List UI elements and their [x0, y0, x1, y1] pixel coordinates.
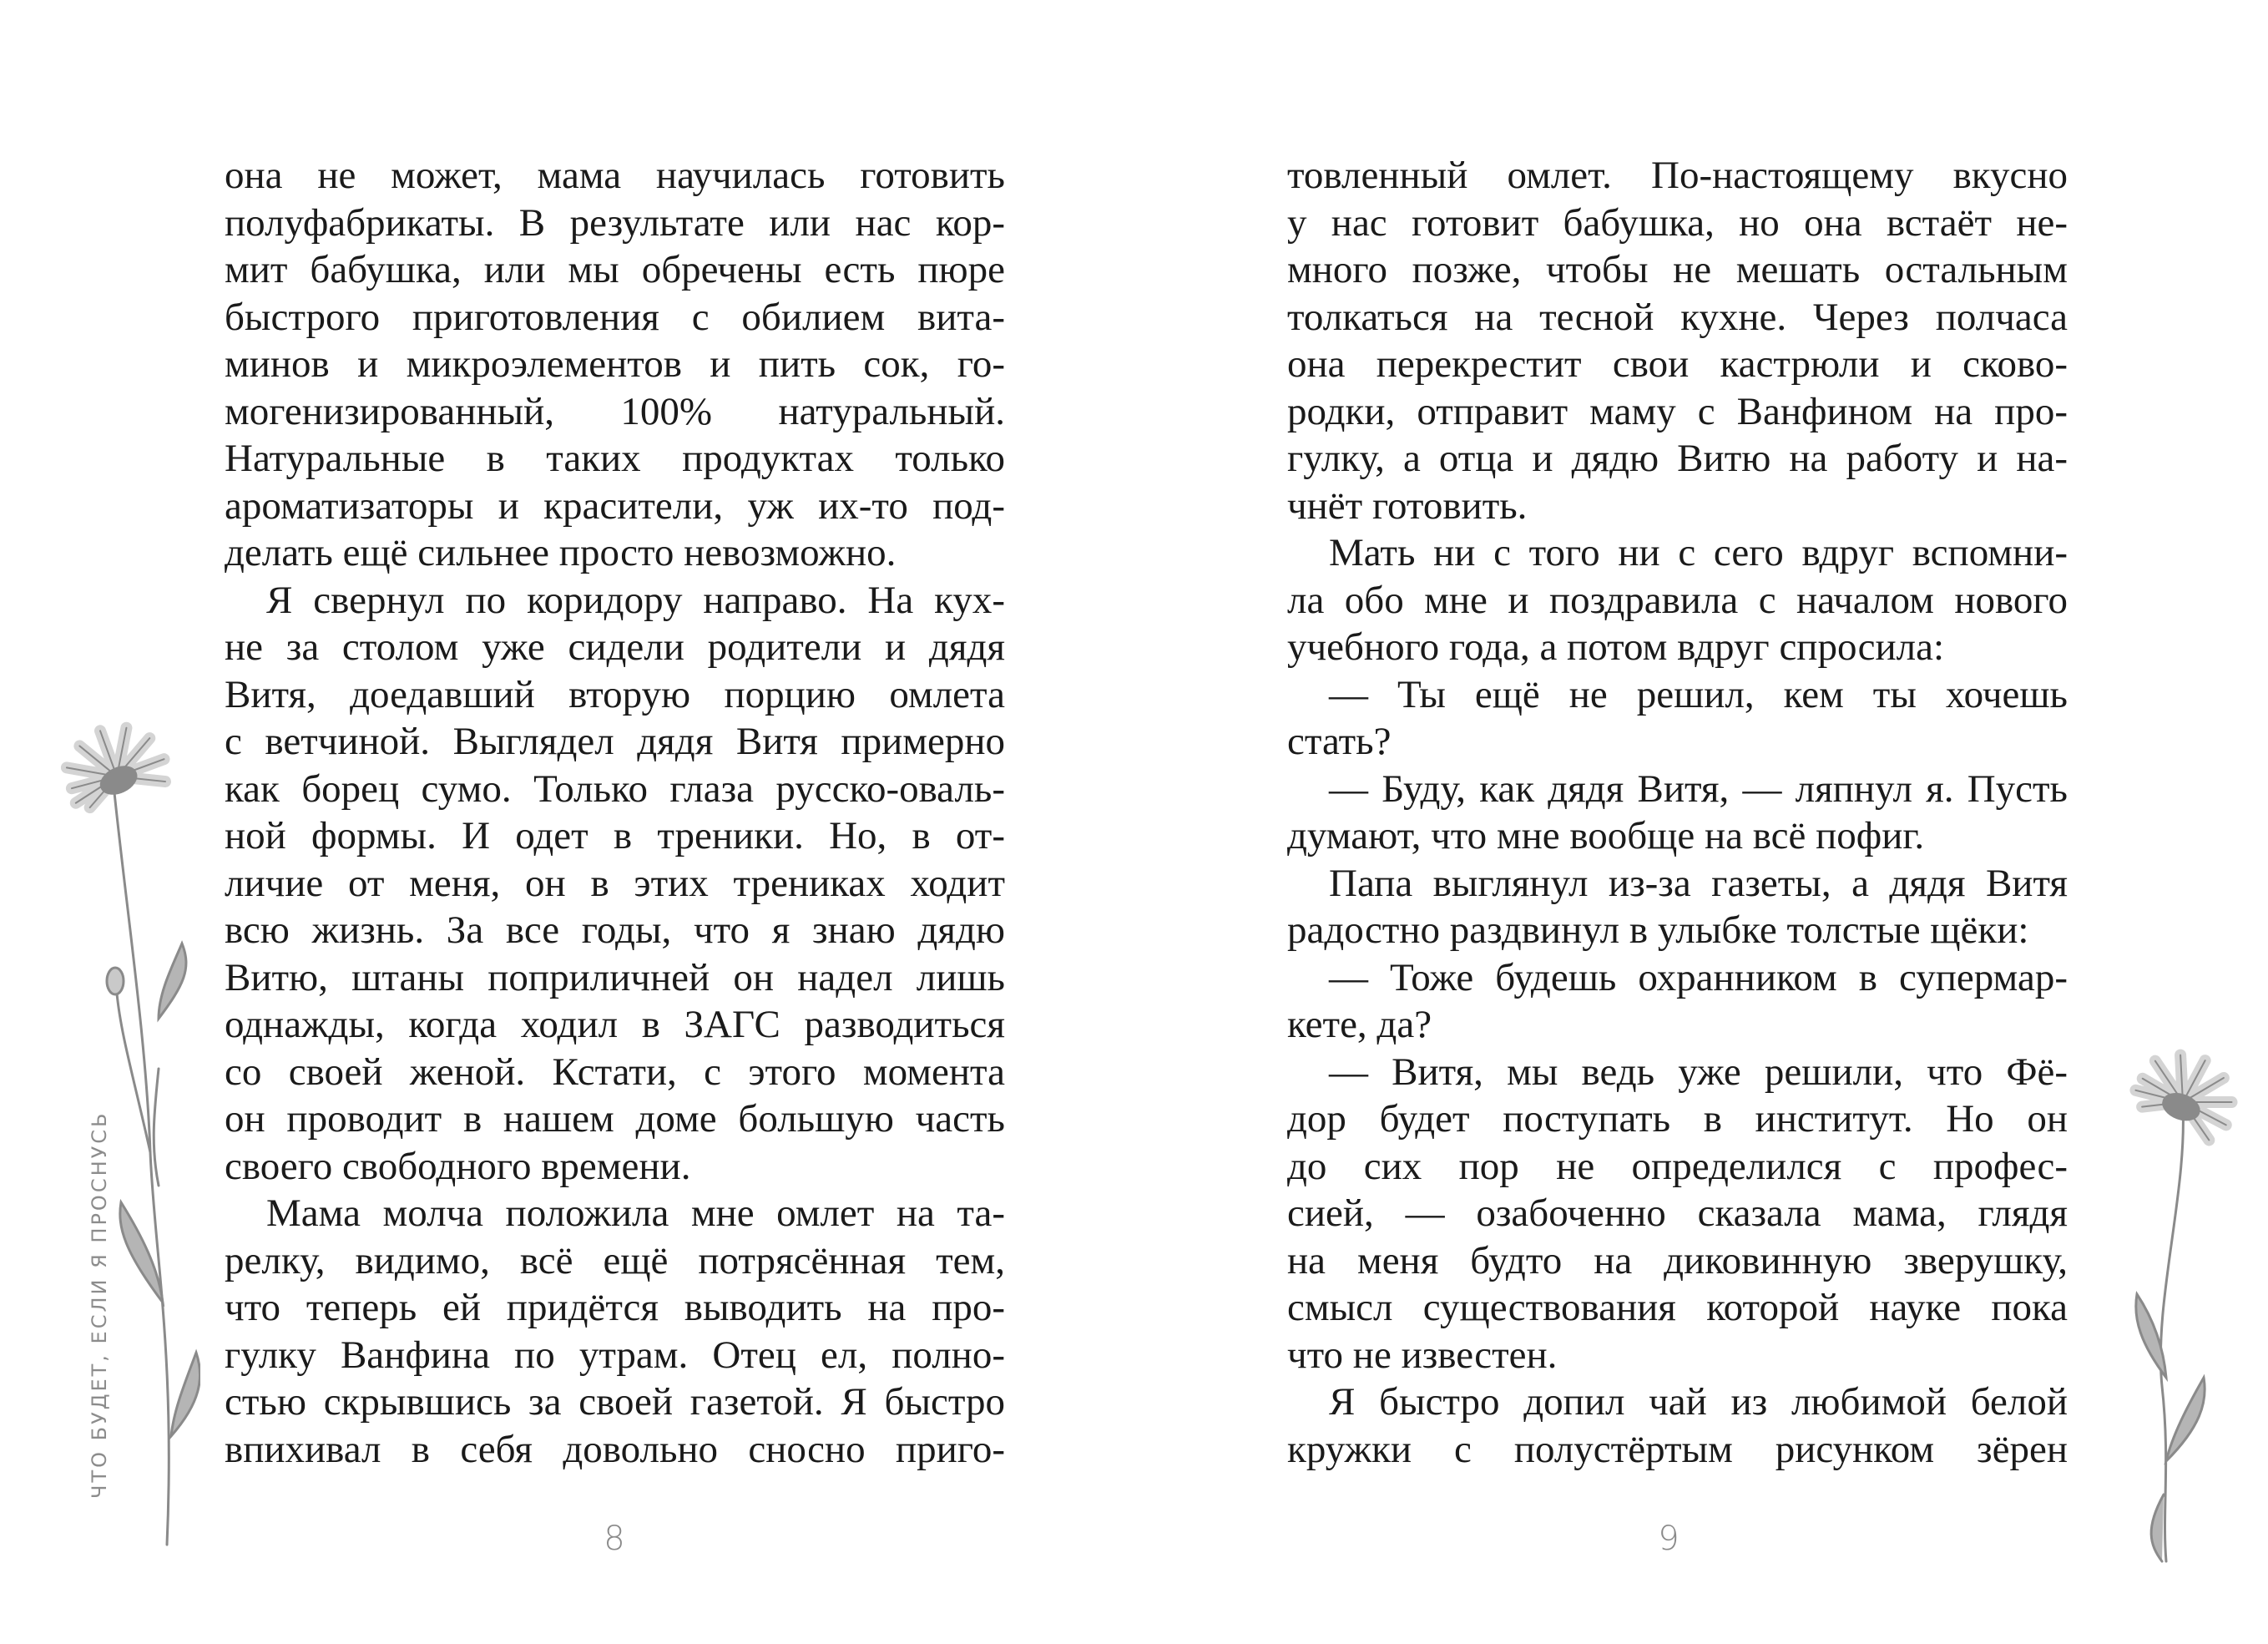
running-head: ЧТО БУДЕТ, ЕСЛИ Я ПРОСНУСЬ [88, 1110, 111, 1499]
text-line: ной формы. И одет в треники. Но, в от- [225, 814, 1005, 857]
text-line: гулку Ванфина по утрам. Отец ел, полно- [225, 1333, 1005, 1377]
text-line: — Витя, мы ведь уже решили, что Фё- [1329, 1050, 2068, 1094]
text-line: с ветчиной. Выглядел дядя Витя примерно [225, 720, 1005, 763]
text-line: Витя, доедавший вторую порцию омлета [225, 672, 1005, 716]
text-line: много позже, чтобы не мешать остальным [1287, 248, 2068, 291]
text-line: родки, отправит маму с Ванфином на про- [1287, 389, 2068, 433]
text-line: что не известен. [1287, 1333, 1558, 1377]
text-line: на меня будто на диковинную зверушку, [1287, 1238, 2068, 1282]
text-line: она перекрестит свои кастрюли и сково- [1287, 342, 2068, 386]
text-line: со своей женой. Кстати, с этого момента [225, 1050, 1005, 1094]
text-line: гулку, а отца и дядю Витю на работу и на- [1287, 437, 2068, 480]
text-line: она не может, мама научилась готовить [225, 154, 1005, 197]
text-line: что теперь ей придётся выводить на про- [225, 1286, 1005, 1329]
text-line: мит бабушка, или мы обречены есть пюре [225, 248, 1005, 291]
page-number: 9 [1658, 1520, 1680, 1558]
text-line: Витю, штаны поприличней он надел лишь [225, 955, 1005, 999]
text-line: релку, видимо, всё ещё потрясённая тем, [225, 1238, 1005, 1282]
text-line: — Буду, как дядя Витя, — ляпнул я. Пусть [1329, 766, 2068, 811]
text-line: не за столом уже сидели родители и дядя [225, 625, 1005, 669]
text-line: стать? [1287, 720, 1392, 763]
text-line: у нас готовит бабушка, но она встаёт не- [1287, 200, 2068, 245]
text-line: учебного года, а потом вдруг спросила: [1287, 625, 1945, 669]
text-line: радостно раздвинул в улыбке толстые щёки: [1287, 908, 2029, 952]
text-line: всю жизнь. За все годы, что я знаю дядю [225, 908, 1005, 952]
text-line: полуфабрикаты. В результате или нас кор- [225, 200, 1005, 245]
daisy-illustration-left [33, 718, 200, 1553]
text-line: Я свернул по коридору направо. На кух- [266, 578, 1005, 622]
right-page-text [1287, 152, 2068, 1473]
text-line: Натуральные в таких продуктах только [225, 437, 1005, 480]
text-line: — Ты ещё не решил, кем ты хочешь [1329, 672, 2068, 716]
left-page-text [225, 152, 1005, 1473]
text-line: Папа выглянул из-за газеты, а дядя Витя [1329, 861, 2068, 905]
text-line: Мать ни с того ни с сего вдруг вспомни- [1329, 531, 2068, 574]
text-line: товленный омлет. По-настоящему вкусно [1287, 154, 2068, 197]
text-line: минов и микроэлементов и пить сок, го- [225, 342, 1005, 386]
text-line: чнёт готовить. [1287, 483, 1528, 528]
text-line: Я быстро допил чай из любимой белой [1329, 1380, 2068, 1424]
text-line: — Тоже будешь охранником в супермар- [1329, 955, 2068, 999]
text-line: делать ещё сильнее просто невозможно. [225, 531, 897, 574]
text-line: дор будет поступать в институт. Но он [1287, 1097, 2068, 1141]
text-line: до сих пор не определился с профес- [1287, 1144, 2068, 1188]
text-line: личие от меня, он в этих трениках ходит [225, 861, 1005, 905]
right-page [1134, 0, 2268, 1644]
text-line: ла обо мне и поздравила с началом нового [1287, 578, 2068, 622]
text-line: ароматизаторы и красители, уж их-то под- [225, 483, 1005, 528]
text-line: смысл существования которой науке пока [1287, 1286, 2068, 1329]
page-number: 8 [604, 1520, 625, 1558]
text-line: стью скрывшись за своей газетой. Я быстро [225, 1380, 1005, 1424]
text-line: могенизированный, 100% натуральный. [225, 389, 1005, 433]
text-line: как борец сумо. Только глаза русско-оваль- [225, 766, 1005, 811]
text-line: кете, да? [1287, 1003, 1432, 1046]
text-line: однажды, когда ходил в ЗАГС разводиться [225, 1003, 1005, 1046]
text-line: кружки с полустёртым рисунком зёрен [1287, 1427, 2068, 1471]
text-line: Мама молча положила мне омлет на та- [266, 1191, 1005, 1235]
daisy-illustration-right [2104, 1027, 2262, 1570]
text-line: своего свободного времени. [225, 1144, 691, 1188]
text-line: быстрого приготовления с обилием вита- [225, 295, 1005, 339]
text-line: впихивал в себя довольно сносно приго- [225, 1427, 1005, 1471]
text-line: думают, что мне вообще на всё пофиг. [1287, 814, 1925, 857]
text-line: сией, — озабоченно сказала мама, глядя [1287, 1191, 2068, 1235]
text-line: толкаться на тесной кухне. Через полчаса [1287, 295, 2068, 339]
text-line: он проводит в нашем доме большую часть [225, 1097, 1005, 1141]
